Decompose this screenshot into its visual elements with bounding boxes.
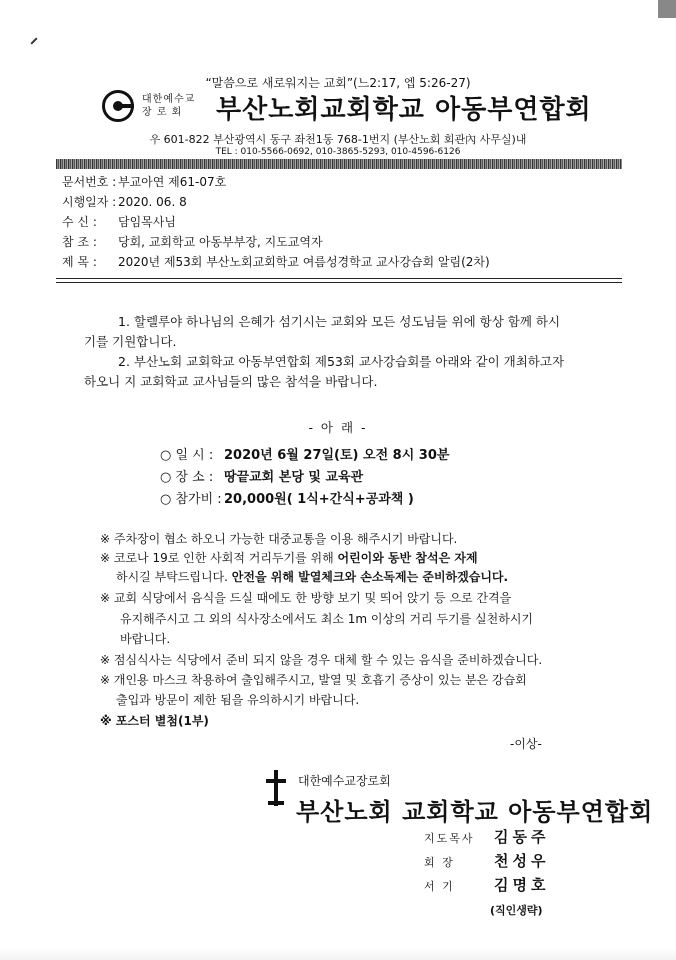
detail-venue: ○ 장 소 : 땅끝교회 본당 및 교육관	[160, 470, 364, 485]
meta-divider	[56, 278, 622, 283]
phone-numbers: TEL : 010-5566-0692, 010-3865-5293, 010-4596-6126	[215, 147, 461, 157]
footer-denomination: 대한예수교장로회	[298, 774, 391, 788]
signer-secretary: 서 기 김명호	[424, 876, 550, 894]
footer-organization: 부산노회 교회학교 아동부연합회	[296, 798, 654, 826]
cross-icon	[265, 770, 287, 806]
detail-datetime: ○ 일 시 : 2020년 6월 27일(토) 오전 8시 30분	[160, 448, 450, 463]
paragraph-1-line-1: 1. 할렐루야 하나님의 은혜가 섬기시는 교회와 모든 성도님들 위에 항상 함께 하시	[118, 314, 561, 329]
meta-date: 시행일자 : 2020. 06. 8	[62, 195, 187, 209]
signer-director: 지도목사 김동주	[424, 828, 550, 846]
note-mask-2: 출입과 방문이 제한 됨을 유의하시기 바랍니다.	[116, 693, 360, 707]
motto: “말씀으로 새로워지는 교회”(느2:17, 엡 5:26-27)	[205, 76, 471, 90]
meta-subject: 제 목 : 2020년 제53회 부산노회교회학교 여름성경학교 교사강습회 알림(2차)	[62, 255, 490, 269]
seal-omitted-note: (직인생략)	[490, 904, 543, 917]
detail-fee: ○ 참가비 : 20,000원( 1식+간식+공과책 )	[160, 492, 414, 507]
meta-recipient: 수 신 : 담임목사님	[62, 215, 176, 229]
address: 우 601-822 부산광역시 동구 좌천1동 768-1번지 (부산노회 회관內 사무실)내	[149, 133, 527, 146]
note-covid-2: 하시길 부탁드립니다. 안전을 위해 발열체크와 손소독제는 준비하겠습니다.	[116, 570, 509, 584]
note-lunch: ※ 점심식사는 식당에서 준비 되지 않을 경우 대체 할 수 있는 음식을 준비하겠습니다.	[100, 653, 543, 667]
header-divider	[56, 159, 622, 169]
signer-president: 회 장 천성우	[424, 852, 550, 870]
note-mask-1: ※ 개인용 마스크 착용하여 출입해주시고, 발열 및 호흡기 증상이 있는 분은 강습회	[100, 673, 527, 687]
note-poster: ※ 포스터 별첨(1부)	[100, 714, 209, 728]
paragraph-2-line-2: 하오니 지 교회학교 교사님들의 많은 참석을 바랍니다.	[84, 374, 378, 389]
church-logo-icon	[102, 90, 134, 122]
paragraph-1-line-2: 기를 기원합니다.	[84, 334, 177, 349]
end-mark: -이상-	[510, 737, 542, 751]
scan-bottom-edge	[0, 948, 676, 960]
denomination-label: 대한예수교 장 로 회	[142, 94, 196, 118]
note-dining-2: 유지해주시고 그 외의 식사장소에서도 최소 1m 이상의 거리 두기를 실천하시기	[120, 612, 534, 626]
organization-name: 부산노회교회학교 아동부연합회	[216, 95, 592, 125]
note-parking: ※ 주차장이 협소 하오니 가능한 대중교통을 이용 해주시기 바랍니다.	[100, 532, 458, 546]
meta-reference: 참 조 : 당회, 교회학교 아동부부장, 지도교역자	[62, 235, 323, 249]
note-dining-1: ※ 교회 식당에서 음식을 드실 때에도 한 방향 보기 및 띄어 앉기 등 으로 간격을	[100, 591, 512, 605]
note-covid-1: ※ 코로나 19로 인한 사회적 거리두기를 위해 어린이와 동반 참석은 자제	[100, 551, 478, 565]
meta-doc-number: 문서번호 : 부교아연 제61-07호	[62, 175, 227, 189]
scan-mark	[30, 37, 37, 44]
below-title: - 아 래 -	[308, 420, 368, 435]
note-dining-3: 바랍니다.	[120, 632, 171, 646]
scan-corner	[658, 0, 676, 18]
paragraph-2-line-1: 2. 부산노회 교회학교 아동부연합회 제53회 교사강습회를 아래와 같이 개최하고자	[118, 354, 565, 369]
